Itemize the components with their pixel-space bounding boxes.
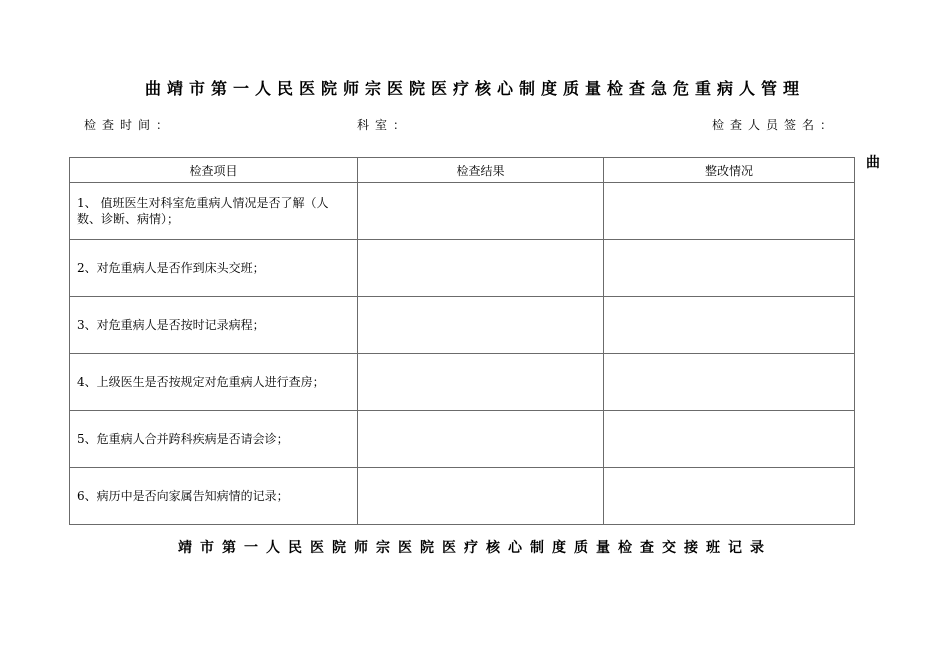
inspection-table [69,157,855,525]
inspector-signature-label: 检查人员签名： [712,118,839,132]
table-row [70,183,855,240]
item-text: 5、危重病人合并跨科疾病是否请会诊； [77,432,289,446]
rectify-cell[interactable] [604,297,855,354]
item-cell [70,183,358,240]
result-cell[interactable] [358,183,604,240]
document-title: 曲靖市第一人民医院师宗医院医疗核心制度质量检查急危重病人管理 [144,79,805,98]
footer-title: 靖市第一人民医院师宗医院医疗核心制度质量检查交接班记录 [178,540,772,556]
table-header-row [70,158,855,183]
table-row [70,240,855,297]
rectify-cell[interactable] [604,468,855,525]
rectify-cell[interactable] [604,354,855,411]
header-rectification: 整改情况 [604,158,855,183]
table-row [70,468,855,525]
rectify-cell[interactable] [604,411,855,468]
result-cell[interactable] [358,468,604,525]
item-text: 1、 值班医生对科室危重病人情况是否了解（人数、诊断、病情）； [77,196,329,226]
result-cell[interactable] [358,297,604,354]
header-inspection-result: 检查结果 [358,158,604,183]
department-label: 科室： [357,118,412,132]
result-cell[interactable] [358,240,604,297]
result-cell[interactable] [358,354,604,411]
item-text: 2、对危重病人是否作到床头交班； [77,261,265,275]
inspection-time-label: 检查时间： [84,118,175,132]
item-cell [70,354,358,411]
table-row [70,297,855,354]
table-row [70,411,855,468]
item-text: 4、上级医生是否按规定对危重病人进行查房； [77,375,325,389]
result-cell[interactable] [358,411,604,468]
rectify-cell[interactable] [604,183,855,240]
table-row [70,354,855,411]
header-inspection-item: 检查项目 [70,158,358,183]
rectify-cell[interactable] [604,240,855,297]
item-cell [70,411,358,468]
item-cell [70,468,358,525]
item-cell [70,240,358,297]
item-text: 6、病历中是否向家属告知病情的记录； [77,489,289,503]
next-page-fragment-char: 曲 [866,155,880,171]
item-cell [70,297,358,354]
item-text: 3、对危重病人是否按时记录病程； [77,318,265,332]
